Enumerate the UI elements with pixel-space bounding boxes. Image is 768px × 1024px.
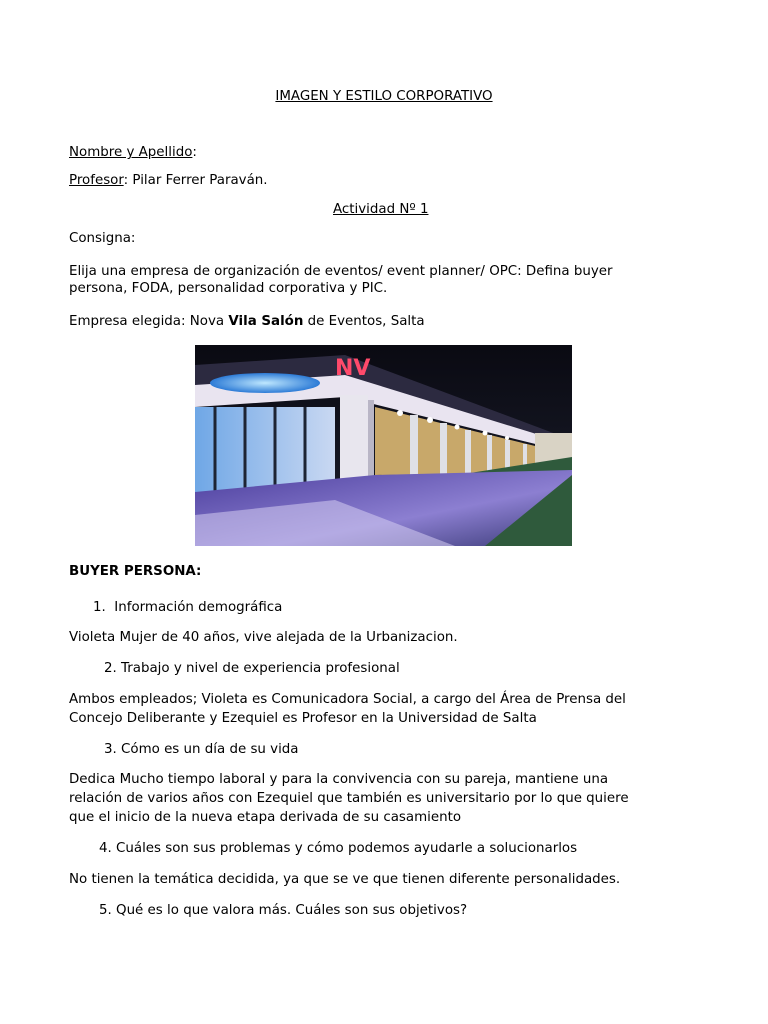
item-3-body-line-1: Dedica Mucho tiempo laboral y para la convivencia con su pareja, mantiene una [69,772,609,787]
activity-heading: Actividad Nº 1 [333,202,429,217]
company-prefix: Empresa elegida: Nova [69,314,229,329]
venue-logo: NV [335,356,371,381]
venue-photo [195,345,572,546]
venue-photo-illustration [195,345,572,546]
company-suffix: de Eventos, Salta [303,314,425,329]
consigna-label: Consigna: [69,231,136,246]
instruction-line-2: persona, FODA, personalidad corporativa y PIC. [69,281,388,296]
profesor-value: : Pilar Ferrer Paraván. [123,173,268,188]
company-line [69,312,425,331]
instruction-line-1: Elija una empresa de organización de eventos/ event planner/ OPC: Defina buyer [69,264,613,279]
profesor-line [69,171,268,190]
list-item-1 [93,598,282,617]
list-item-2: 2. Trabajo y nivel de experiencia profesional [104,661,400,676]
buyer-persona-heading-text: BUYER PERSONA: [69,564,202,579]
list-item-1-number: 1. [93,600,106,615]
list-item-5: 5. Qué es lo que valora más. Cuáles son sus objetivos? [99,903,468,918]
name-line [69,143,197,162]
item-3-body-line-3: que el inicio de la nueva etapa derivada de su casamiento [69,810,462,825]
document-title: IMAGEN Y ESTILO CORPORATIVO [275,89,493,104]
list-item-3: 3. Cómo es un día de su vida [104,742,299,757]
item-1-body: Violeta Mujer de 40 años, vive alejada de la Urbanizacion. [69,630,458,645]
item-2-body-line-2: Concejo Deliberante y Ezequiel es Profesor en la Universidad de Salta [69,711,537,726]
name-colon: : [192,145,197,160]
list-item-1-text: Información demográfica [114,600,283,615]
item-4-body: No tienen la temática decidida, ya que se ve que tienen diferente personalidades. [69,872,621,887]
list-item-4: 4. Cuáles son sus problemas y cómo podemos ayudarle a solucionarlos [99,841,578,856]
buyer-persona-heading [69,562,201,581]
profesor-label: Profesor [69,173,124,188]
item-2-body-line-1: Ambos empleados; Violeta es Comunicadora Social, a cargo del Área de Prensa del [69,692,626,707]
company-name-bold: Vila Salón [228,314,304,329]
name-label: Nombre y Apellido [69,145,193,160]
item-3-body-line-2: relación de varios años con Ezequiel que también es universitario por lo que quiere [69,791,629,806]
